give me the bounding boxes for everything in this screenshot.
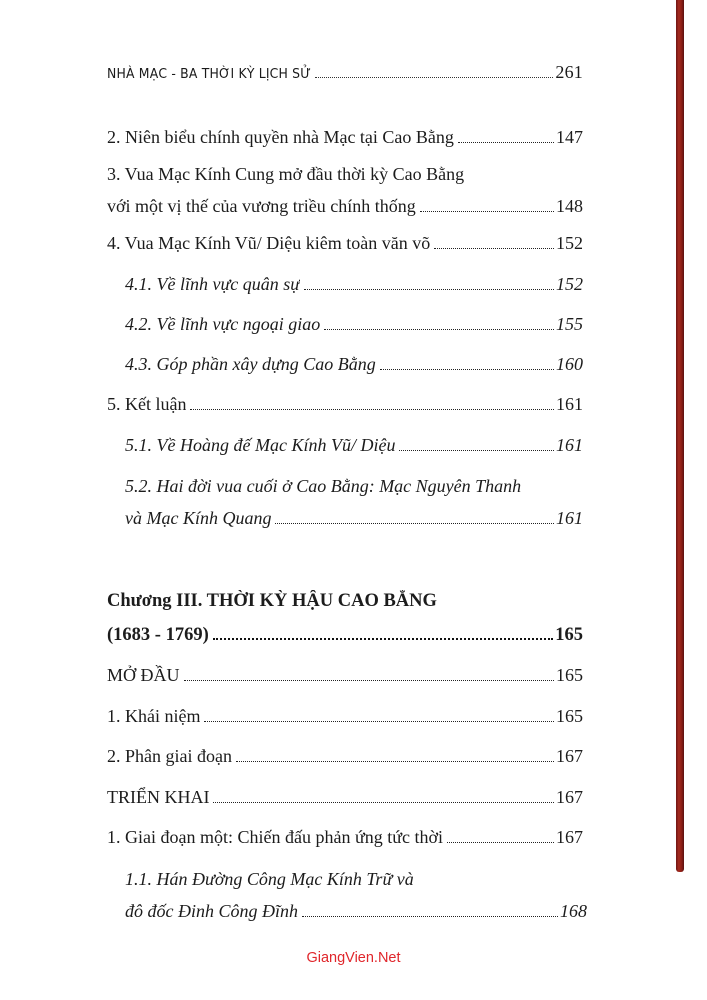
toc-entry-text: TRIỂN KHAI (107, 787, 210, 807)
dot-leader (204, 721, 554, 722)
toc-entry (107, 745, 583, 767)
toc-subentry (125, 313, 583, 335)
dot-leader (213, 802, 554, 803)
toc-entry-page: 165 (556, 706, 583, 726)
toc-entry-text: 5.1. Về Hoàng đế Mạc Kính Vũ/ Diệu (125, 435, 396, 455)
toc-subentry (125, 353, 583, 375)
toc-entry-text: 2. Phân giai đoạn (107, 746, 232, 766)
toc-entry-text: 3. Vua Mạc Kính Cung mở đầu thời kỳ Cao Bằng (107, 164, 465, 184)
toc-entry (107, 195, 583, 217)
toc-entry-text: 1. Khái niệm (107, 706, 201, 726)
toc-entry-text: đô đốc Đinh Công Đĩnh (125, 901, 298, 921)
toc-entry-page: 167 (556, 787, 583, 807)
toc-entry (107, 826, 583, 848)
toc-entry-text: 4.2. Về lĩnh vực ngoại giao (125, 314, 321, 334)
dot-leader (184, 680, 554, 681)
toc-entry (107, 786, 583, 808)
toc-entry-page: 152 (556, 233, 583, 253)
toc-entry-page: 168 (560, 901, 587, 921)
toc-subentry (125, 434, 583, 456)
dot-leader (399, 450, 554, 451)
toc-entry-text: 1.1. Hán Đường Công Mạc Kính Trữ và (125, 869, 414, 889)
toc-entry (107, 664, 583, 686)
toc-entry (107, 126, 583, 148)
toc-subentry (125, 507, 583, 529)
toc-entry-text: Chương III. THỜI KỲ HẬU CAO BẰNG (107, 591, 437, 611)
dot-leader (304, 289, 554, 290)
dot-leader (380, 369, 554, 370)
toc-entry-text: 2. Niên biểu chính quyền nhà Mạc tại Cao Bằng (107, 127, 454, 147)
dot-leader (275, 523, 554, 524)
toc-entry-page: 167 (556, 746, 583, 766)
toc-entry-page: 161 (556, 435, 583, 455)
toc-entry-text: 4. Vua Mạc Kính Vũ/ Diệu kiêm toàn văn võ (107, 233, 431, 253)
running-header (107, 62, 583, 83)
toc-entry-text: với một vị thế của vương triều chính thống (107, 196, 416, 216)
toc-entry-text: 1. Giai đoạn một: Chiến đấu phản ứng tức thời (107, 827, 443, 847)
toc-entry-page: 167 (556, 827, 583, 847)
toc-chapter-heading (107, 590, 583, 612)
toc-entry-text: 5. Kết luận (107, 394, 187, 414)
toc-entry-page: 161 (556, 394, 583, 414)
toc-entry (107, 163, 583, 185)
toc-entry-text: 5.2. Hai đời vua cuối ở Cao Bằng: Mạc Nguyên Thanh (125, 476, 522, 496)
header-title: NHÀ MẠC - BA THỜI KỲ LỊCH SỬ (107, 66, 312, 82)
toc-entry-page: 148 (556, 196, 583, 216)
dot-leader (302, 916, 558, 917)
toc-chapter-heading (107, 624, 583, 646)
dot-leader (447, 842, 554, 843)
toc-entry-text: 4.3. Góp phần xây dựng Cao Bằng (125, 354, 376, 374)
watermark: GiangVien.Net (306, 950, 401, 966)
toc-entry-page: 161 (556, 508, 583, 528)
toc-entry-text: 4.1. Về lĩnh vực quân sự (125, 274, 301, 294)
page-edge-stripe (676, 0, 684, 872)
toc-entry-page: 155 (556, 314, 583, 334)
toc-entry-text: (1683 - 1769) (107, 625, 209, 645)
dot-leader (458, 142, 554, 143)
dot-leader (315, 77, 554, 78)
toc-entry-text: MỞ ĐẦU (107, 665, 180, 685)
toc-entry-page: 165 (555, 625, 583, 645)
toc-entry-page: 160 (556, 354, 583, 374)
dot-leader (190, 409, 554, 410)
dot-leader (434, 248, 554, 249)
toc-entry-page: 152 (556, 274, 583, 294)
toc-subentry (125, 900, 587, 922)
dot-leader (213, 638, 554, 640)
toc-entry (107, 393, 583, 415)
dot-leader (324, 329, 554, 330)
dot-leader (420, 211, 554, 212)
toc-entry (107, 705, 583, 727)
toc-entry (107, 232, 583, 254)
toc-subentry (125, 868, 583, 890)
toc-subentry (125, 273, 583, 295)
toc-entry-page: 147 (556, 127, 583, 147)
toc-entry-page: 165 (556, 665, 583, 685)
toc-entry-text: và Mạc Kính Quang (125, 508, 272, 528)
header-page-number: 261 (555, 62, 583, 82)
toc-subentry (125, 475, 583, 497)
dot-leader (236, 761, 554, 762)
